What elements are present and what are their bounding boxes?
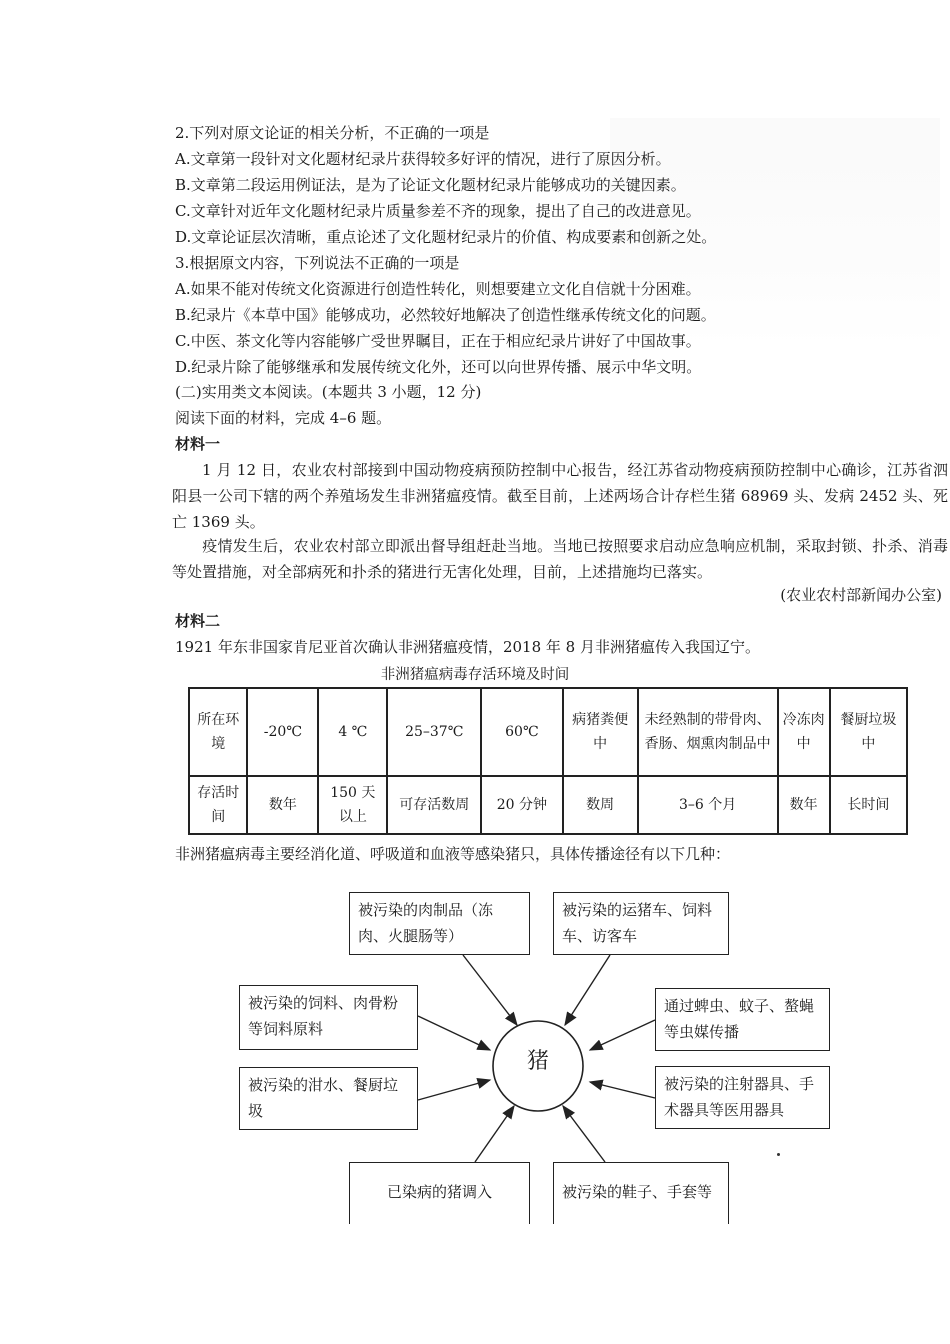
table-cell: 150 天以上: [318, 776, 387, 834]
material2-intro: 1921 年东非国家肯尼亚首次确认非洲猪瘟疫情，2018 年 8 月非洲猪瘟传入我国辽宁。: [175, 638, 760, 656]
q3-option-a: A.如果不能对传统文化资源进行创造性转化，则想要建立文化自信就十分困难。: [175, 280, 701, 298]
q3-option-d: D.纪录片除了能够继承和发展传统文化外，还可以向世界传播、展示中华文明。: [175, 358, 702, 376]
table-cell: 数年: [778, 776, 830, 834]
source-box-insects: 通过蜱虫、蚊子、螯蝇等虫媒传播: [655, 988, 830, 1051]
table-cell: 可存活数周: [387, 776, 481, 834]
arrow-meat-products: [463, 955, 517, 1025]
stray-mark: [777, 1153, 780, 1156]
table-cell: 20 分钟: [481, 776, 562, 834]
q2-stem: 2.下列对原文论证的相关分析，不正确的一项是: [175, 124, 490, 142]
table-cell: 长时间: [830, 776, 907, 834]
material1-title: 材料一: [175, 435, 221, 453]
arrow-feed: [418, 1016, 490, 1050]
source-box-feed: 被污染的饲料、肉骨粉等饲料原料: [239, 985, 418, 1050]
material1-paragraph-2-text: 疫情发生后，农业农村部立即派出督导组赶赴当地。当地已按照要求启动应急响应机制，采取封锁、扑杀、消毒等处置措施，对全部病死和扑杀的猪进行无害化处理，目前，上述措施均已落实。: [172, 537, 948, 581]
source-box-vehicles: 被污染的运猪车、饲料车、访客车: [553, 892, 729, 955]
table-row-environment: [189, 688, 907, 776]
q3-option-c: C.中医、茶文化等内容能够广受世界瞩目，正在于相应纪录片讲好了中国故事。: [175, 332, 701, 350]
source-box-swill: 被污染的泔水、餐厨垃圾: [239, 1067, 418, 1130]
row-header-survival: 存活时间: [189, 776, 247, 834]
source-box-medical: 被污染的注射器具、手术器具等医用器具: [655, 1066, 830, 1129]
arrow-swill: [418, 1080, 490, 1100]
table-cell: 未经熟制的带骨肉、香肠、烟熏肉制品中: [638, 688, 778, 776]
arrow-vehicles: [565, 955, 610, 1025]
table-cell: 数周: [563, 776, 638, 834]
pig-label: 猪: [526, 1049, 549, 1074]
source-box-infected-pigs: 已染病的猪调入: [349, 1162, 530, 1224]
table-cell: 冷冻肉中: [778, 688, 830, 776]
section-instruction: 阅读下面的材料，完成 4–6 题。: [175, 409, 392, 427]
material1-paragraph-1: [172, 457, 948, 535]
arrow-shoes: [563, 1106, 605, 1162]
table-cell: 数年: [247, 776, 318, 834]
table-row-survival: [189, 776, 907, 834]
material1-paragraph-1-text: 1 月 12 日，农业农村部接到中国动物疫病预防控制中心报告，经江苏省动物疫病预防控制中心确诊，江苏省泗阳县一公司下辖的两个养殖场发生非洲猪瘟疫情。截至目前，上述两场合计存栏生猪 68969 头、发病 2452 头、死亡 1369 头。: [172, 461, 948, 531]
q2-option-c: C.文章针对近年文化题材纪录片质量参差不齐的现象，提出了自己的改进意见。: [175, 202, 701, 220]
table-cell: -20℃: [247, 688, 318, 776]
table-cell: 病猪粪便中: [563, 688, 638, 776]
arrow-medical: [590, 1082, 655, 1098]
q2-option-b: B.文章第二段运用例证法，是为了论证文化题材纪录片能够成功的关键因素。: [175, 176, 686, 194]
table-cell: 4 ℃: [318, 688, 387, 776]
source-box-shoes: 被污染的鞋子、手套等: [553, 1162, 729, 1224]
q2-option-a: A.文章第一段针对文化题材纪录片获得较多好评的情况，进行了原因分析。: [175, 150, 671, 168]
table-cell: 3–6 个月: [638, 776, 778, 834]
table-cell: 25–37℃: [387, 688, 481, 776]
q3-option-b: B.纪录片《本草中国》能够成功，必然较好地解决了创造性继承传统文化的问题。: [175, 306, 716, 324]
arrow-insects: [590, 1020, 655, 1050]
q3-stem: 3.根据原文内容，下列说法不正确的一项是: [175, 254, 460, 272]
material1-paragraph-2: [172, 533, 948, 585]
section-title: (二)实用类文本阅读。(本题共 3 小题，12 分): [175, 383, 482, 401]
arrow-infected-pigs: [475, 1106, 514, 1162]
table-cell: 60℃: [481, 688, 562, 776]
table-cell: 餐厨垃圾中: [830, 688, 907, 776]
material2-title: 材料二: [175, 612, 221, 630]
diagram-intro: 非洲猪瘟病毒主要经消化道、呼吸道和血液等感染猪只，具体传播途径有以下几种：: [175, 845, 731, 863]
source-box-meat-products: 被污染的肉制品（冻肉、火腿肠等）: [349, 892, 530, 955]
table-title: 非洲猪瘟病毒存活环境及时间: [380, 667, 570, 683]
virus-survival-table: [188, 687, 908, 835]
q2-option-d: D.文章论证层次清晰，重点论述了文化题材纪录片的价值、构成要素和创新之处。: [175, 228, 717, 246]
material1-source: (农业农村部新闻办公室): [780, 586, 942, 604]
row-header-environment: 所在环境: [189, 688, 247, 776]
